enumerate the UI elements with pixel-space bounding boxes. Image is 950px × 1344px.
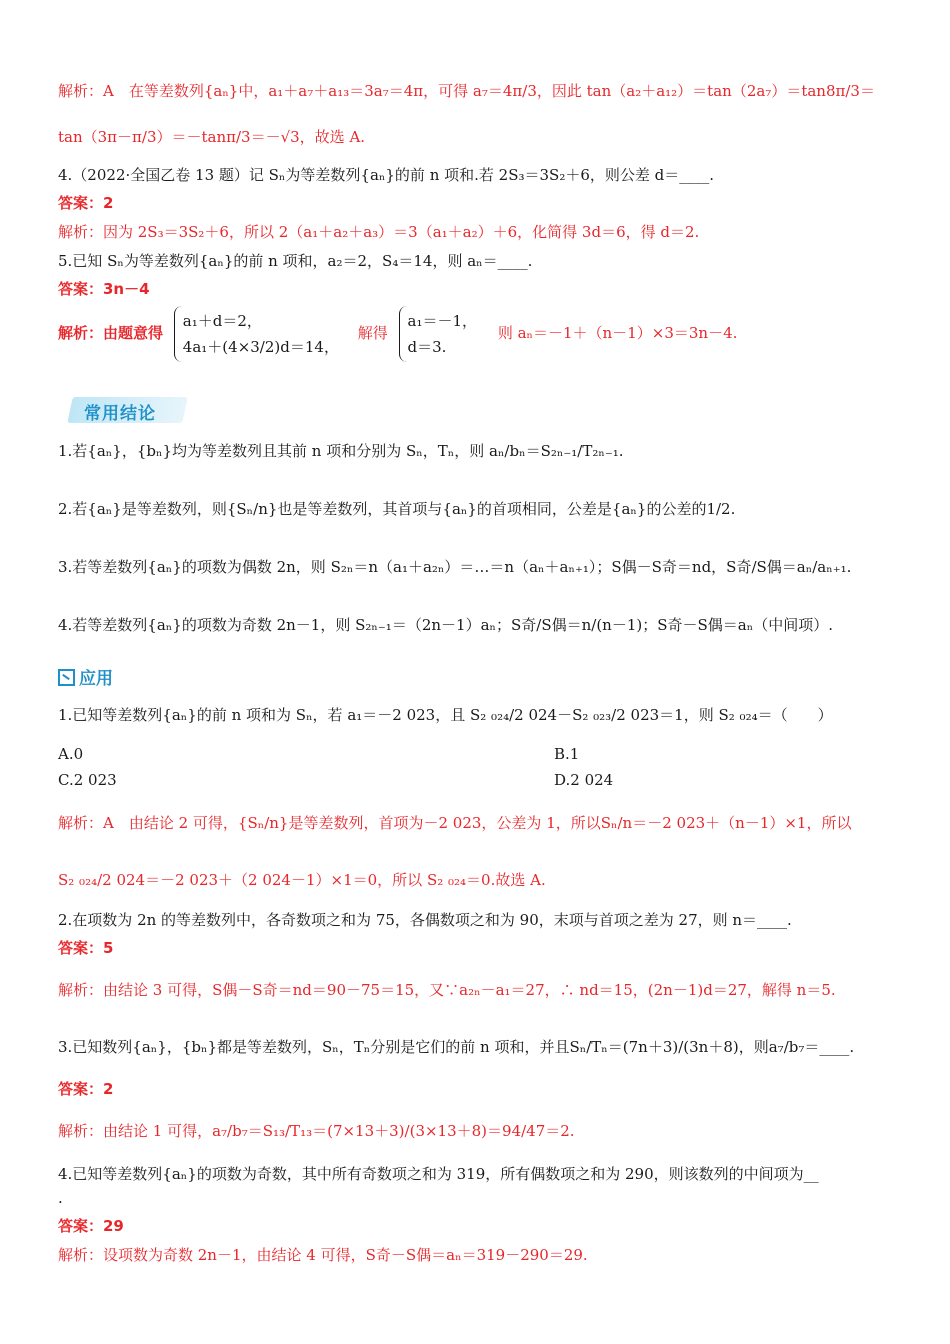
system-brace-1: a₁＋d＝2， 4a₁＋(4×3/2)d＝14，: [174, 306, 347, 362]
answer-4: 答案：2: [58, 194, 114, 212]
solution-q1-line-2: S₂ ₀₂₄/2 024＝－2 023＋（2 024－1）×1＝0，所以 S₂ ₀₂₄＝0.故选 A.: [58, 871, 546, 889]
section-title-application: 应用: [58, 664, 113, 689]
answer-5: 答案：3n－4: [58, 280, 150, 298]
solution-5: 解析：由题意得 a₁＋d＝2， 4a₁＋(4×3/2)d＝14， 解得 a₁＝－1， d＝3. 则 aₙ＝－1＋（n－1）×3＝3n－4.: [58, 306, 888, 362]
conclusion-4: 4.若等差数列{aₙ}的项数为奇数 2n－1，则 S₂ₙ₋₁＝（2n－1）aₙ；S奇/S偶＝n/(n－1)；S奇－S偶＝aₙ（中间项）.: [58, 616, 833, 634]
solution-line-1: 解析：A 在等差数列{aₙ}中，a₁＋a₇＋a₁₃＝3a₇＝4π，可得 a₇＝4π/3，因此 tan（a₂＋a₁₂）＝tan（2a₇）＝tan8π/3＝: [58, 82, 875, 100]
question-1: 1.已知等差数列{aₙ}的前 n 项和为 Sₙ，若 a₁＝－2 023，且 S₂ ₀₂₄/2 024－S₂ ₀₂₃/2 023＝1，则 S₂ ₀₂₄＝（ ）: [58, 706, 833, 724]
problem-4: 4.（2022·全国乙卷 13 题）记 Sₙ为等差数列{aₙ}的前 n 项和.若 2S₃＝3S₂＋6，则公差 d＝____.: [58, 166, 715, 184]
answer-q3: 答案：2: [58, 1080, 114, 1098]
solution-4: 解析：因为 2S₃＝3S₂＋6，所以 2（a₁＋a₂＋a₃）＝3（a₁＋a₂）＋6，化简得 3d＝6，得 d＝2.: [58, 223, 700, 241]
problem-5: 5.已知 Sₙ为等差数列{aₙ}的前 n 项和，a₂＝2，S₄＝14，则 aₙ＝____.: [58, 252, 533, 270]
solution-line-2: tan（3π－π/3）＝－tanπ/3＝－√3，故选 A.: [58, 128, 366, 146]
question-3: 3.已知数列{aₙ}，{bₙ}都是等差数列，Sₙ，Tₙ分别是它们的前 n 项和，并且Sₙ/Tₙ＝(7n＋3)/(3n＋8)，则a₇/b₇＝____.: [58, 1038, 855, 1056]
solution-q2: 解析：由结论 3 可得，S偶－S奇＝nd＝90－75＝15，又∵a₂ₙ－a₁＝27，∴ nd＝15，(2n－1)d＝27，解得 n＝5.: [58, 981, 836, 999]
option-a[interactable]: A.0: [58, 745, 84, 763]
question-4-end: .: [58, 1189, 63, 1207]
conclusion-2: 2.若{aₙ}是等差数列，则{Sₙ/n}也是等差数列，其首项与{aₙ}的首项相同，公差是{aₙ}的公差的1/2.: [58, 500, 736, 518]
option-b[interactable]: B.1: [554, 745, 580, 763]
application-icon: [58, 669, 75, 686]
answer-q2: 答案：5: [58, 939, 114, 957]
answer-q4: 答案：29: [58, 1217, 124, 1235]
option-d[interactable]: D.2 024: [554, 771, 614, 789]
solution-q1-line-1: 解析：A 由结论 2 可得，{Sₙ/n}是等差数列，首项为－2 023，公差为 1，所以Sₙ/n＝－2 023＋（n－1）×1，所以: [58, 814, 852, 832]
section-title-conclusions: 常用结论: [84, 404, 156, 424]
system-brace-2: a₁＝－1， d＝3.: [399, 306, 486, 362]
conclusion-3: 3.若等差数列{aₙ}的项数为偶数 2n，则 S₂ₙ＝n（a₁＋a₂ₙ）＝…＝n（aₙ＋aₙ₊₁）；S偶－S奇＝nd，S奇/S偶＝aₙ/aₙ₊₁.: [58, 558, 852, 576]
conclusion-1: 1.若{aₙ}，{bₙ}均为等差数列且其前 n 项和分别为 Sₙ，Tₙ，则 aₙ/bₙ＝S₂ₙ₋₁/T₂ₙ₋₁.: [58, 442, 624, 460]
option-c[interactable]: C.2 023: [58, 771, 117, 789]
solution-q3: 解析：由结论 1 可得，a₇/b₇＝S₁₃/T₁₃＝(7×13＋3)/(3×13＋8)＝94/47＝2.: [58, 1122, 575, 1140]
solution-q4: 解析：设项数为奇数 2n－1，由结论 4 可得，S奇－S偶＝aₙ＝319－290＝29.: [58, 1246, 588, 1264]
question-4: 4.已知等差数列{aₙ}的项数为奇数，其中所有奇数项之和为 319，所有偶数项之和为 290，则该数列的中间项为__: [58, 1165, 819, 1183]
question-2: 2.在项数为 2n 的等差数列中，各奇数项之和为 75，各偶数项之和为 90，末项与首项之差为 27，则 n＝____.: [58, 911, 792, 929]
